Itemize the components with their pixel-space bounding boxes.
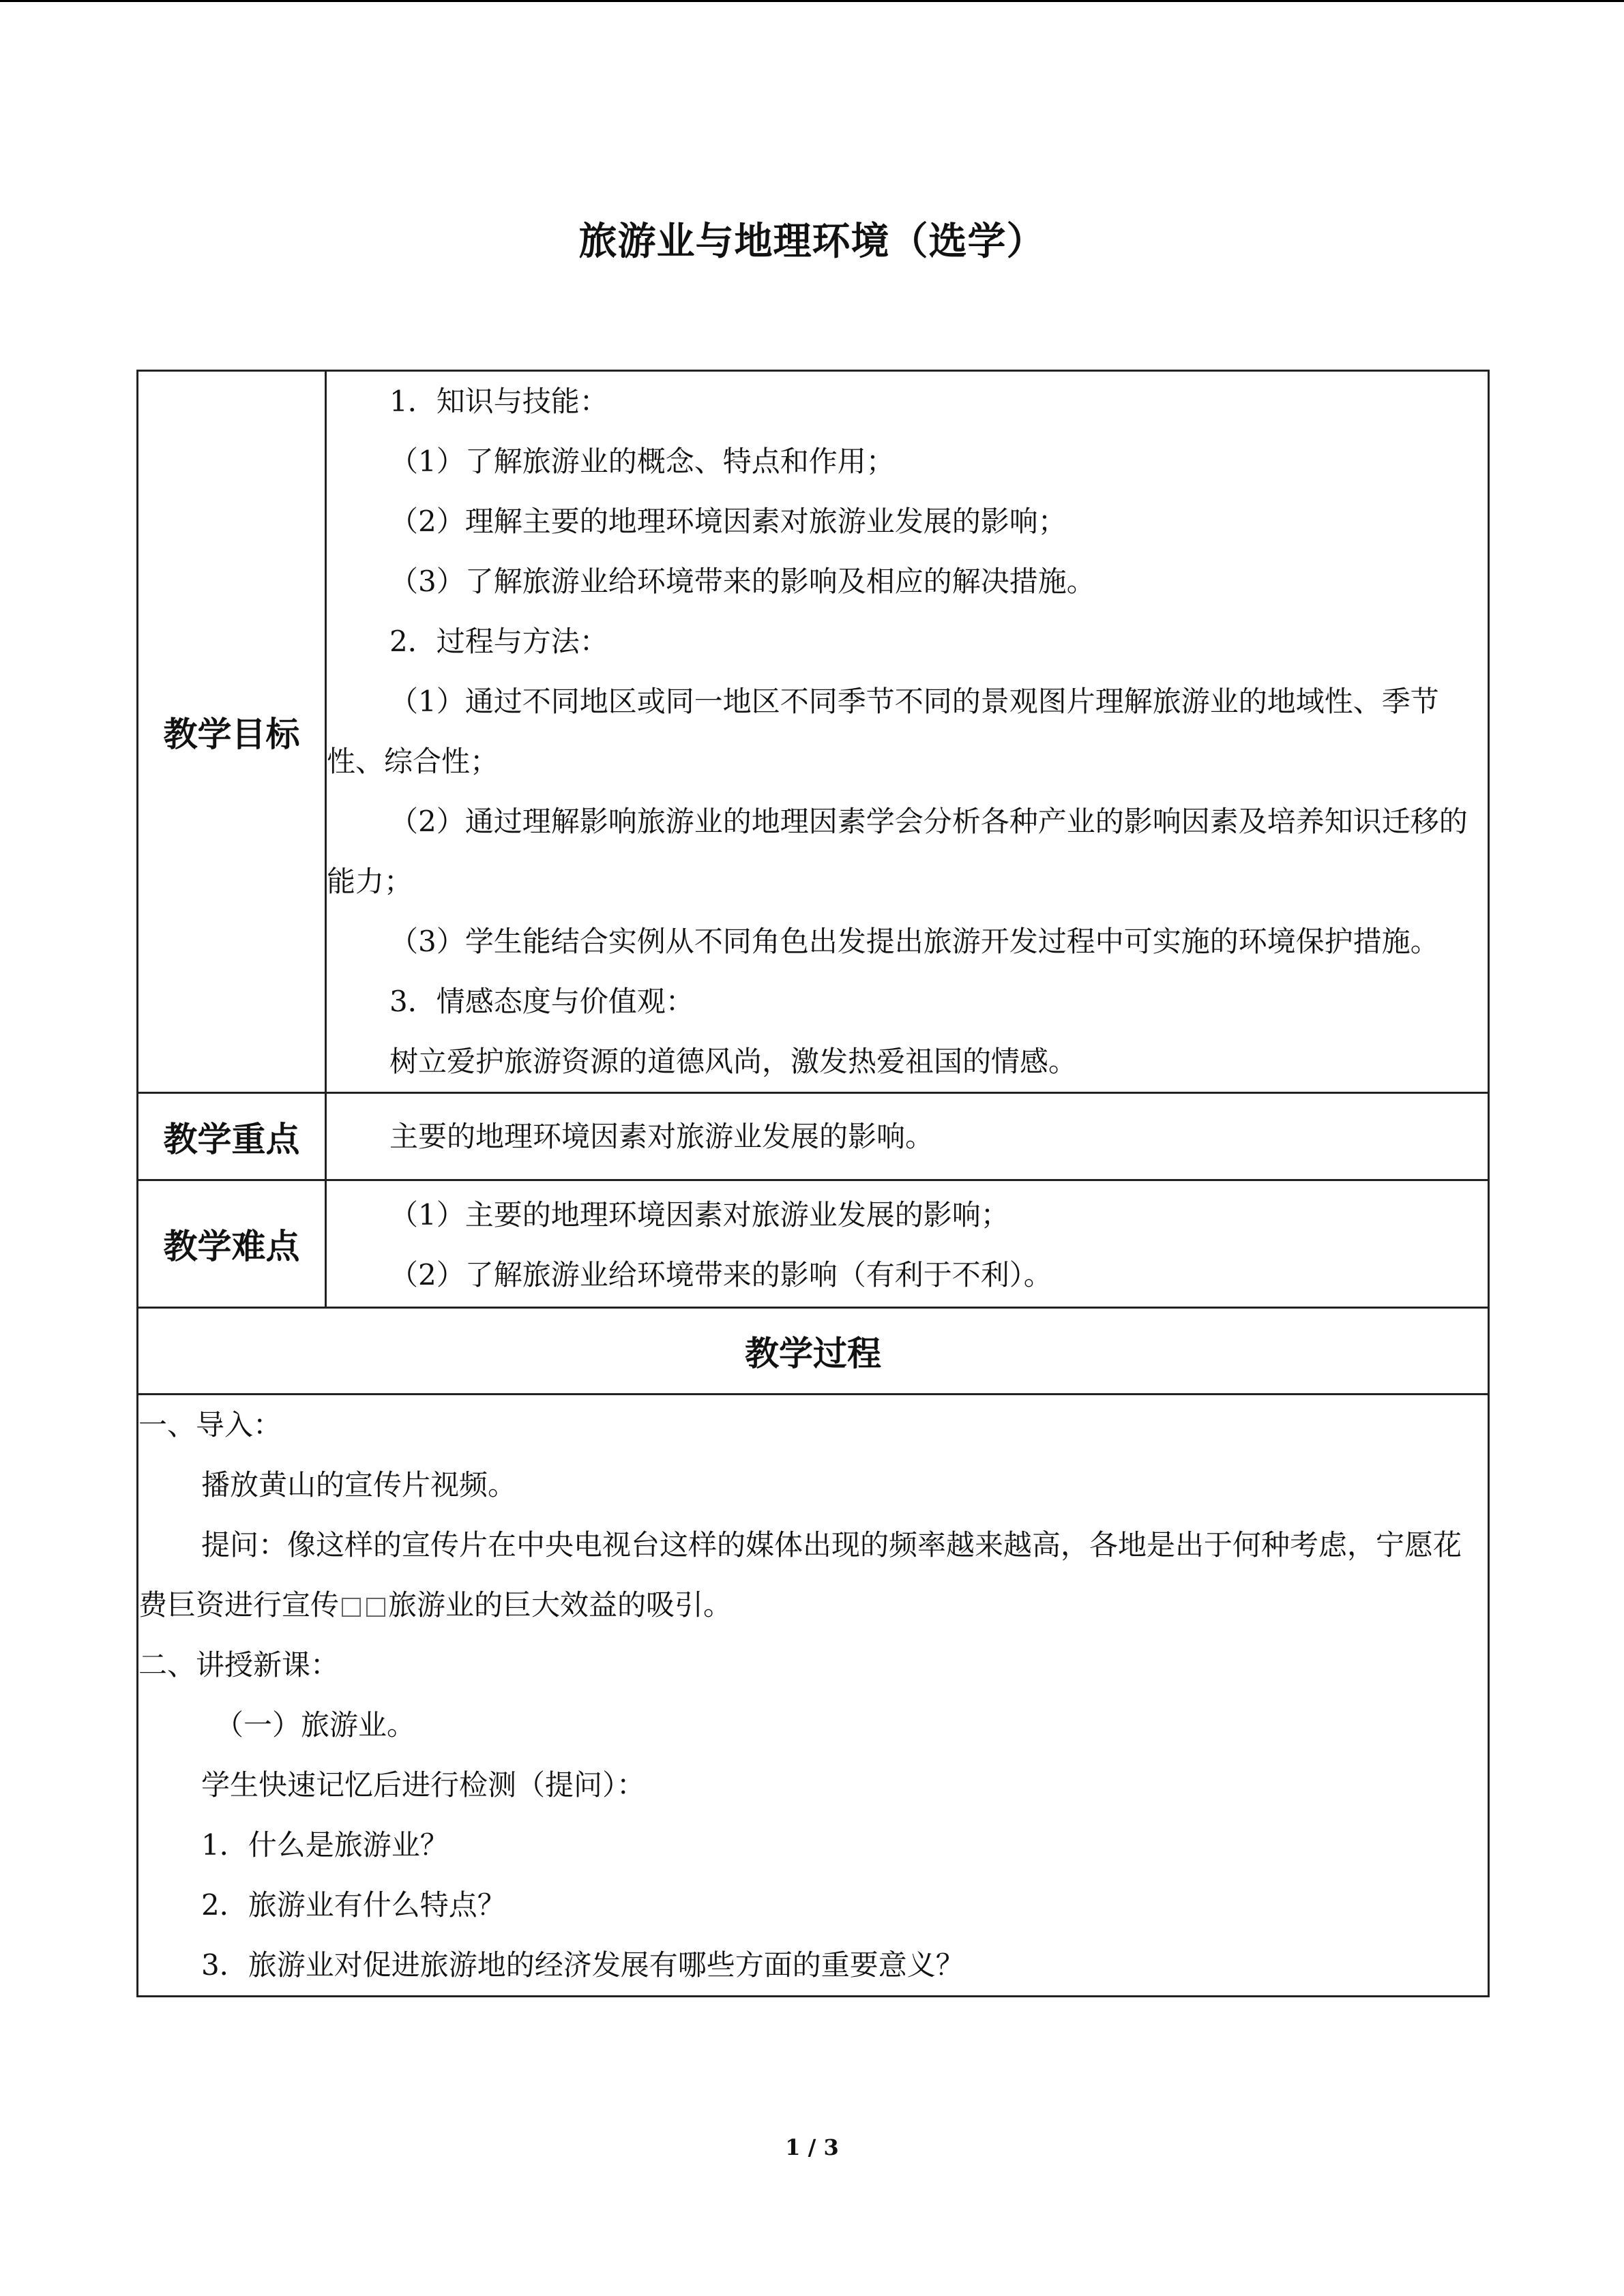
objective-line: （3）了解旅游业给环境带来的影响及相应的解决措施。 — [389, 565, 1095, 598]
key-point-label: 教学重点 — [138, 1093, 326, 1180]
difficulty-line: （2）了解旅游业给环境带来的影响（有利于不利）。 — [389, 1258, 1052, 1292]
missing-glyph-box — [342, 1598, 361, 1617]
objective-line: 树立爱护旅游资源的道德风尚，激发热爱祖国的情感。 — [389, 1045, 1078, 1078]
key-point-content — [326, 1093, 1489, 1180]
objective-line: （1）了解旅游业的概念、特点和作用； — [389, 445, 895, 478]
section-heading: （一）旅游业。 — [215, 1708, 416, 1742]
question-item: 1．什么是旅游业？ — [201, 1828, 449, 1862]
process-header: 教学过程 — [138, 1308, 1489, 1395]
objective-line: （2）理解主要的地理环境因素对旅游业发展的影响； — [389, 505, 1067, 538]
intro-question-part-b: 旅游业的巨大效益的吸引。 — [388, 1588, 733, 1622]
difficulty-line: （1）主要的地理环境因素对旅游业发展的影响； — [389, 1198, 1009, 1232]
objective-line: （3）学生能结合实例从不同角色出发提出旅游开发过程中可实施的环境保护措施。 — [389, 925, 1439, 958]
difficulty-label: 教学难点 — [138, 1180, 326, 1308]
difficulty-content — [326, 1180, 1489, 1308]
objective-line: 2．过程与方法： — [389, 625, 608, 658]
objective-line: 3．情感态度与价值观： — [389, 985, 694, 1018]
intro-question — [138, 1515, 1488, 1635]
intro-heading: 一、导入： — [138, 1408, 282, 1442]
key-point-text: 主要的地理环境因素对旅游业发展的影响。 — [389, 1119, 934, 1153]
objectives-row — [138, 371, 1489, 1093]
key-point-row — [138, 1093, 1489, 1180]
new-lesson-heading: 二、讲授新课： — [138, 1648, 340, 1682]
objectives-content — [326, 371, 1489, 1093]
check-intro: 学生快速记忆后进行检测（提问）： — [201, 1768, 646, 1802]
question-item: 2．旅游业有什么特点？ — [201, 1888, 506, 1922]
objective-line: （2）通过理解影响旅游业的地理因素学会分析各种产业的影响因素及培养知识迁移的能力； — [327, 805, 1468, 898]
process-body-row — [138, 1395, 1489, 1997]
difficulty-row — [138, 1180, 1489, 1308]
lesson-plan-table — [136, 370, 1490, 1997]
objective-line: 1．知识与技能： — [389, 385, 608, 418]
page-title: 旅游业与地理环境（选学） — [578, 219, 1046, 264]
objectives-label: 教学目标 — [138, 371, 326, 1093]
intro-question-part-a: 提问：像这样的宣传片在中央电视台这样的媒体出现的频率越来越高，各地是出于何种考虑，宁愿花费巨资进行宣传 — [138, 1528, 1462, 1622]
missing-glyph-box — [366, 1598, 385, 1617]
process-header-row — [138, 1308, 1489, 1395]
process-content — [138, 1395, 1489, 1997]
page-number: 1 / 3 — [785, 2134, 839, 2160]
intro-line: 播放黄山的宣传片视频。 — [201, 1468, 517, 1502]
objective-line: （1）通过不同地区或同一地区不同季节不同的景观图片理解旅游业的地域性、季节性、综合性； — [327, 685, 1439, 778]
question-item: 3．旅游业对促进旅游地的经济发展有哪些方面的重要意义？ — [201, 1948, 964, 1982]
top-rule — [0, 0, 1624, 2]
